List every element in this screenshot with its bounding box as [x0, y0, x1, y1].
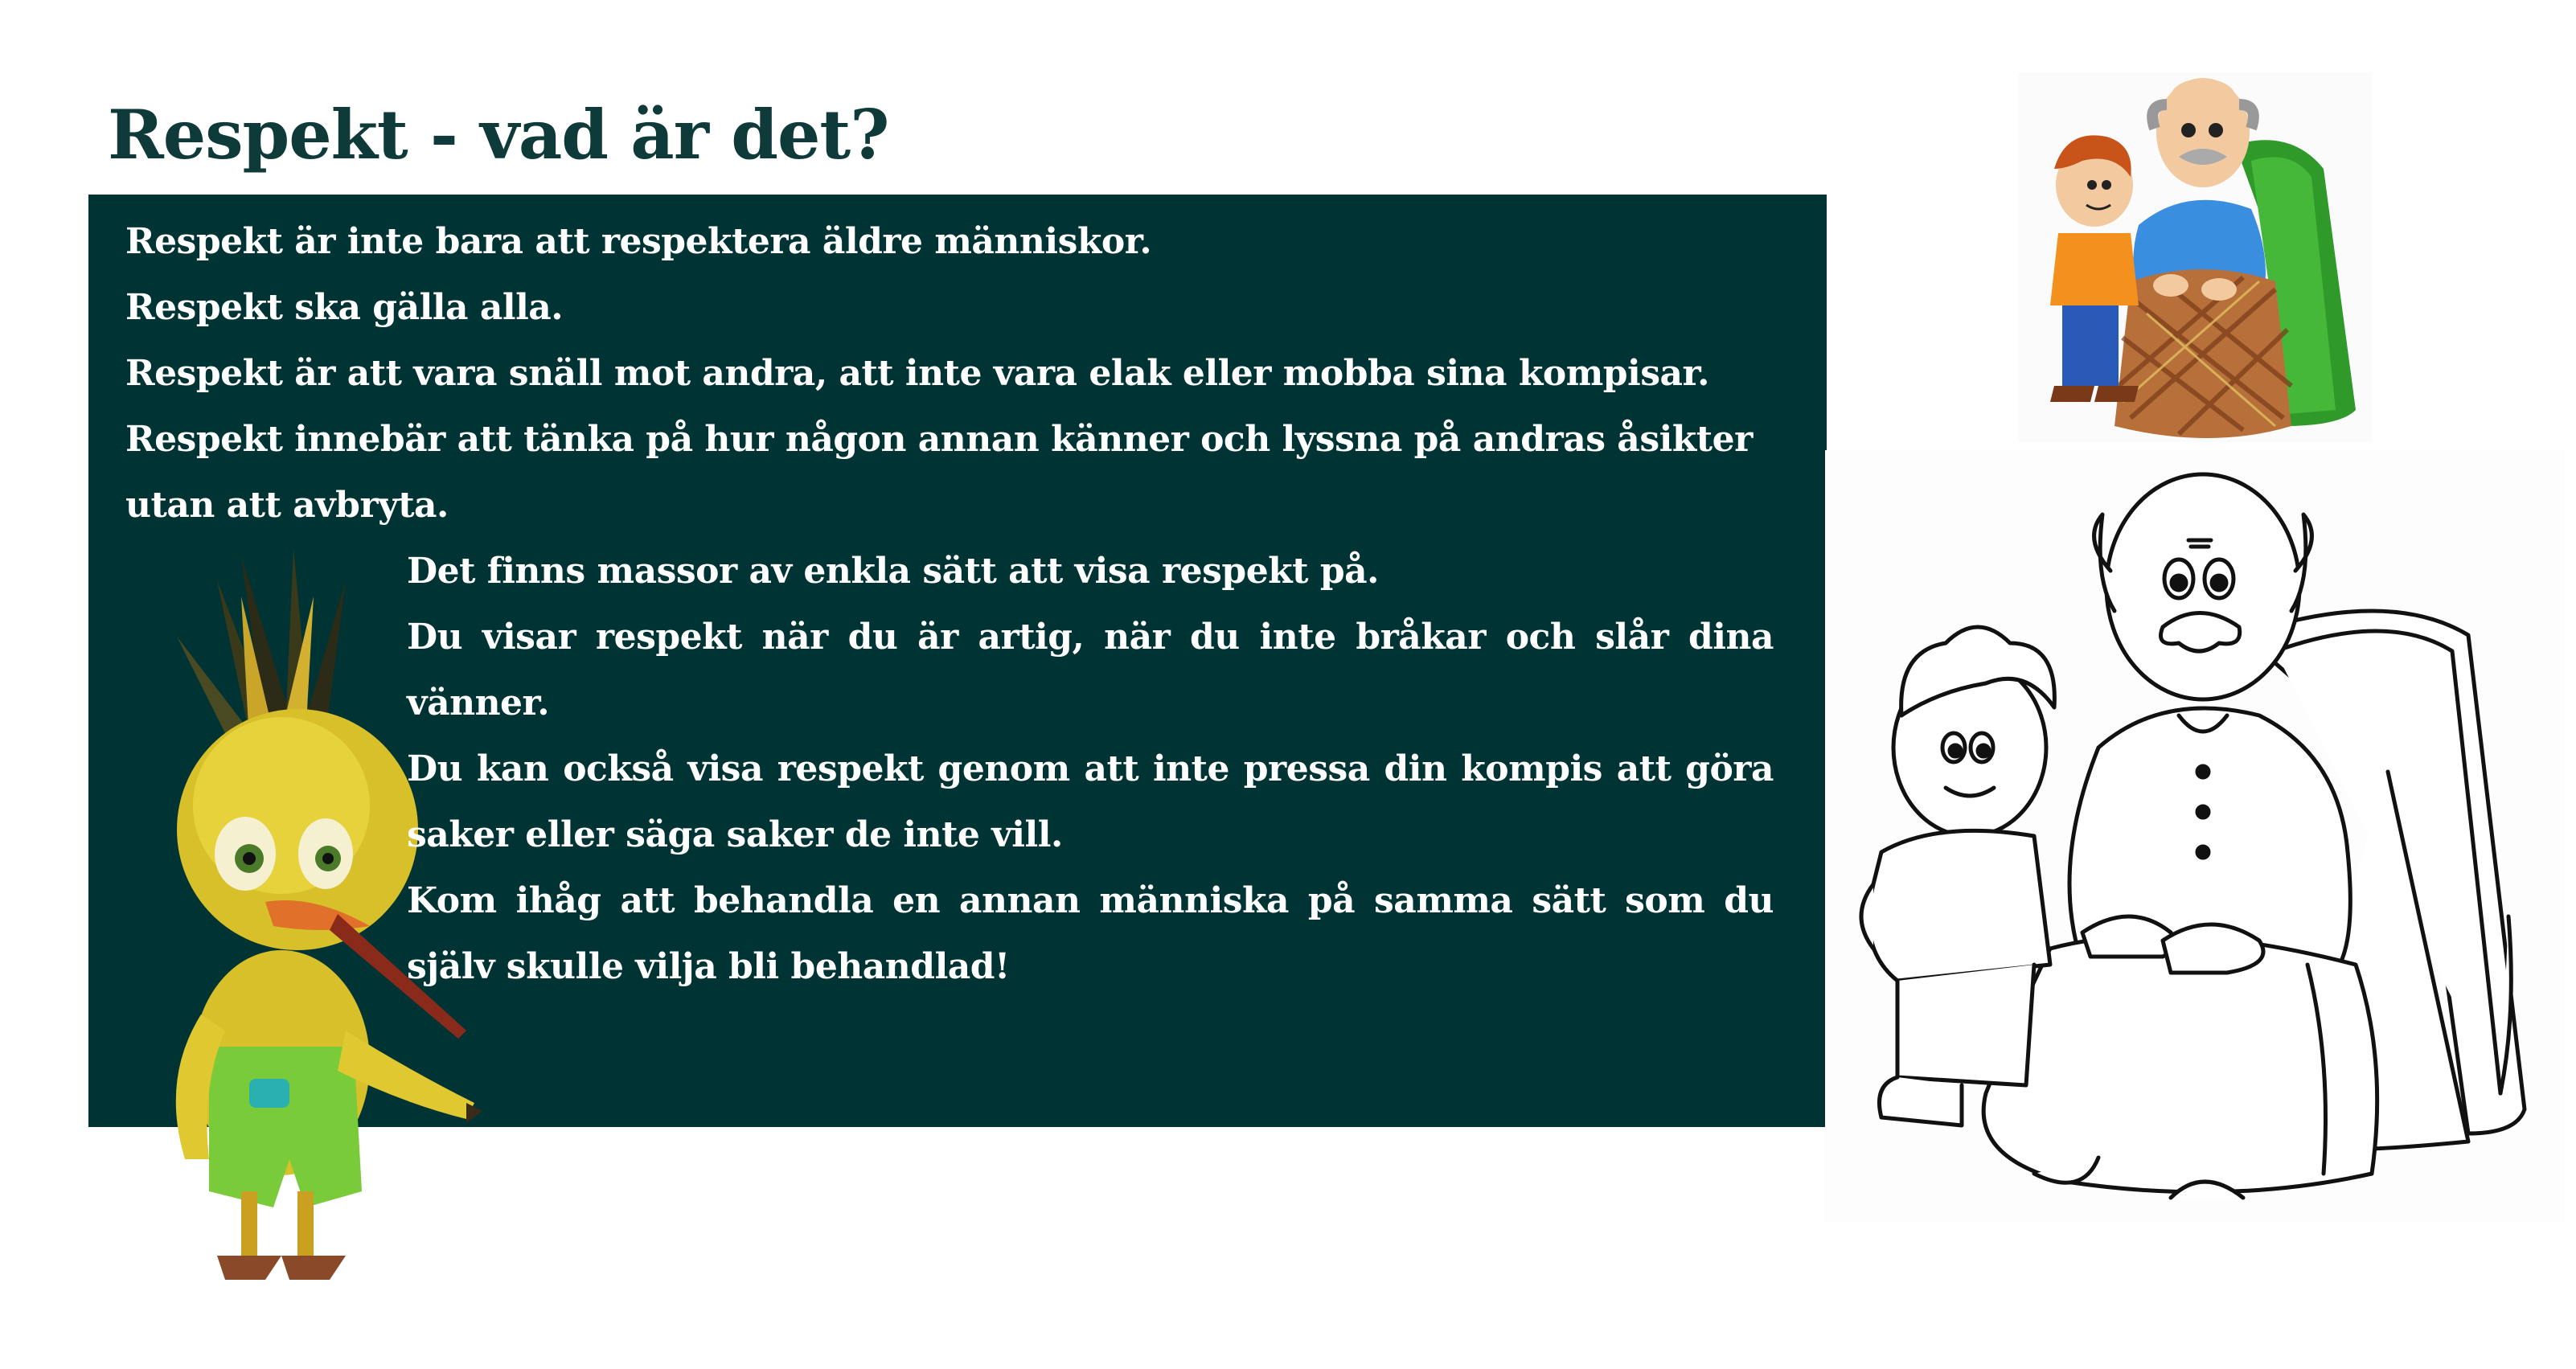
- grandfather-boy-color-clipart: [2018, 72, 2372, 442]
- tips-line: Du kan också visa respekt genom att inte pressa din kompis att göra saker eller säga saker de inte vill.: [407, 748, 1774, 855]
- grandfather-boy-coloring-page: [1825, 450, 2565, 1222]
- intro-line: Respekt är att vara snäll mot andra, att inte vara elak eller mobba sina kompisar.: [125, 353, 1709, 394]
- intro-paragraph: [125, 209, 1798, 539]
- intro-line: Respekt innebär att tänka på hur någon annan känner och lyssna på andras åsikter utan att avbryta.: [125, 419, 1753, 526]
- info-panel: [88, 195, 1827, 1127]
- intro-line: Respekt är inte bara att respektera äldre människor.: [125, 221, 1152, 262]
- page-title: Respekt - vad är det?: [108, 95, 889, 174]
- tips-paragraph: [407, 539, 1774, 1000]
- tips-line: Kom ihåg att behandla en annan människa på samma sätt som du själv skulle vilja bli behandlad!: [407, 880, 1774, 987]
- intro-line: Respekt ska gälla alla.: [125, 287, 564, 328]
- tips-line: Det finns massor av enkla sätt att visa respekt på.: [407, 551, 1379, 592]
- tips-line: Du visar respekt när du är artig, när du inte bråkar och slår dina vänner.: [407, 617, 1774, 723]
